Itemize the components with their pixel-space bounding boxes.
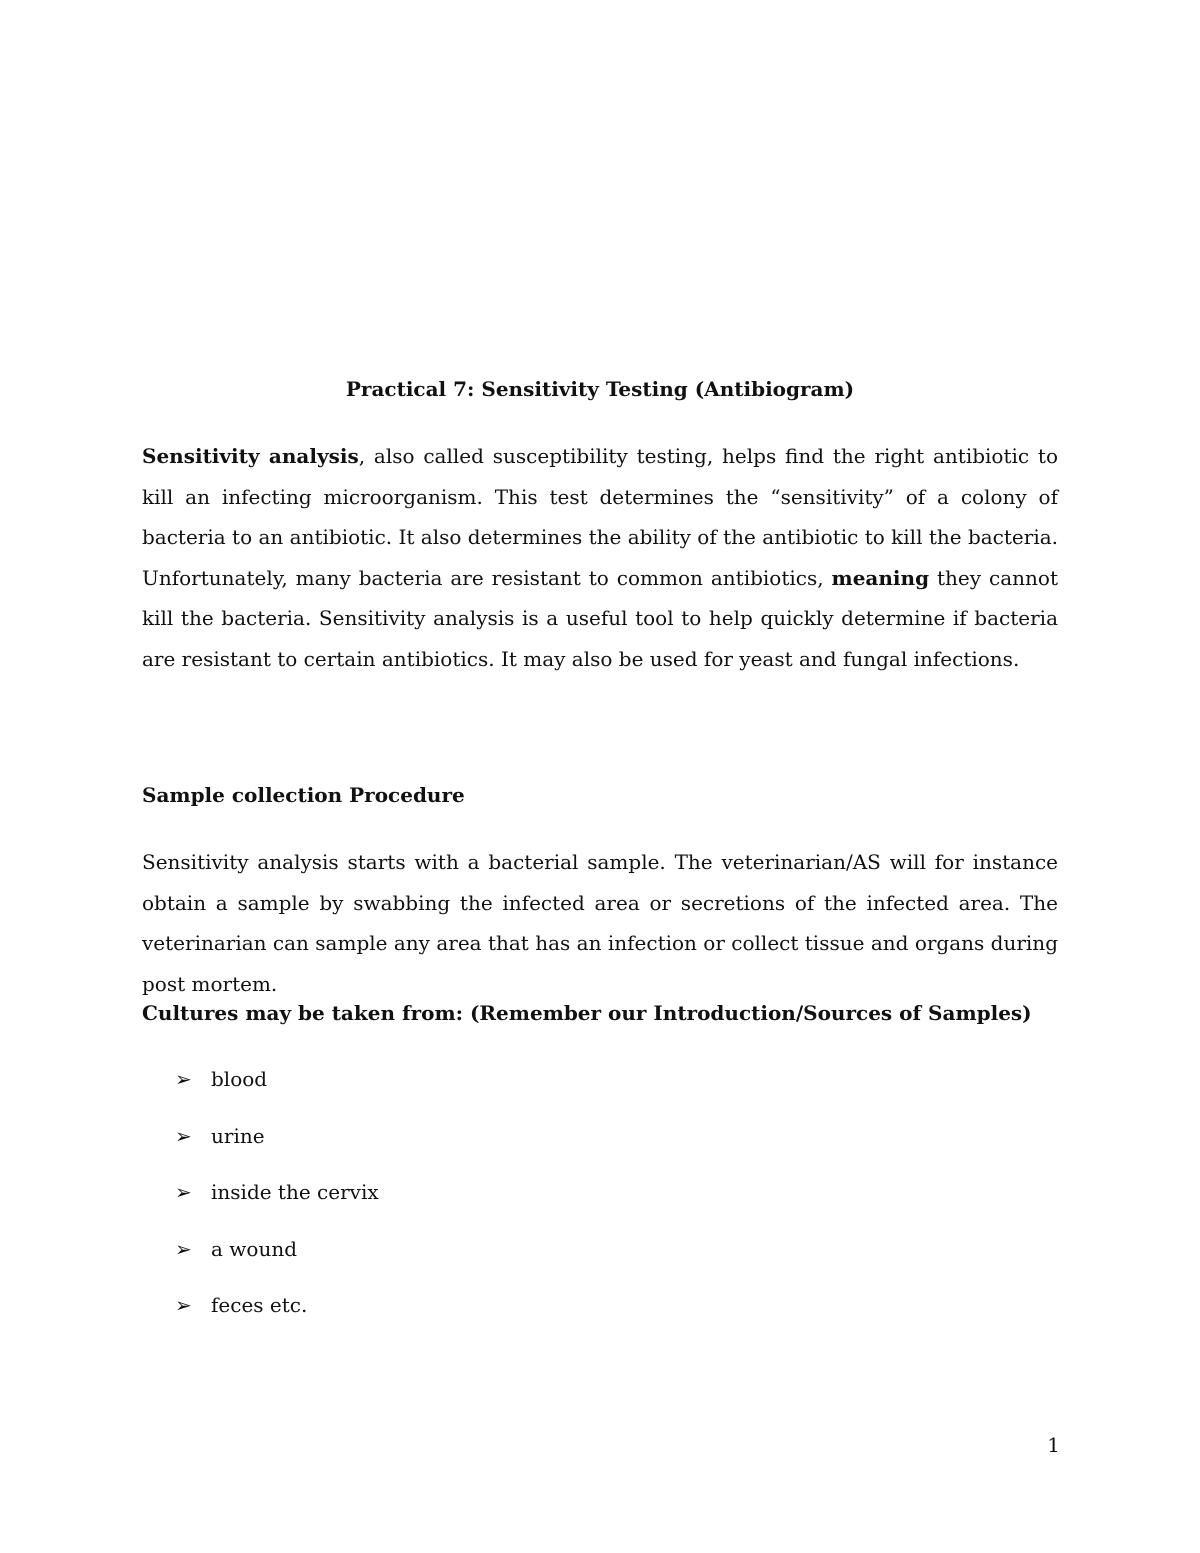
page-number: 1: [1047, 1433, 1060, 1457]
list-item: [175, 1234, 379, 1291]
list-item-text: feces etc.: [211, 1293, 308, 1317]
sample-collection-paragraph: Sensitivity analysis starts with a bacterial sample. The veterinarian/AS will for instance obtain a sample by swabbing the infected area or secretions of the infected area. The veterinarian can sample any area that has an infection or collect tissue and organs during post mortem.: [142, 850, 1058, 996]
intro-lead-bold: Sensitivity analysis: [142, 444, 359, 468]
culture-sources-list: [175, 1064, 379, 1347]
list-item-text: a wound: [211, 1236, 298, 1261]
list-item: [175, 1064, 379, 1121]
sample-collection-heading: Sample collection Procedure: [142, 783, 465, 807]
arrow-bullet-icon: ➢: [175, 1236, 192, 1261]
intro-text-2: they cannot kill the bacteria. Sensitivity analysis is a useful tool to help quickly determine if bacteria are resistant to certain antibiotics. It may also be used for yeast and fungal infections.: [142, 565, 1058, 671]
list-item-text: urine: [211, 1123, 265, 1148]
list-item-text: blood: [211, 1067, 268, 1091]
list-item-text: inside the cervix: [211, 1180, 379, 1204]
list-item: [175, 1177, 379, 1234]
cultures-heading: Cultures may be taken from: (Remember our Introduction/Sources of Samples): [142, 1001, 1032, 1025]
intro-mid-bold: meaning: [831, 565, 930, 590]
document-title: Practical 7: Sensitivity Testing (Antibiogram): [345, 377, 855, 401]
intro-paragraph: [142, 436, 1058, 680]
arrow-bullet-icon: ➢: [175, 1180, 192, 1204]
arrow-bullet-icon: ➢: [175, 1067, 192, 1091]
intro-text-1: , also called susceptibility testing, helps find the right antibiotic to kill an infecting microorganism. This test determines the “sensitivity” of a colony of bacteria to an antibiotic. It also determines the ability of the antibiotic to kill the bacteria. Unfortunately, many bacteria are resistant to common antibiotics,: [142, 444, 1058, 590]
list-item: [175, 1121, 379, 1178]
arrow-bullet-icon: ➢: [175, 1293, 192, 1317]
list-item: [175, 1290, 379, 1347]
arrow-bullet-icon: ➢: [175, 1123, 192, 1148]
